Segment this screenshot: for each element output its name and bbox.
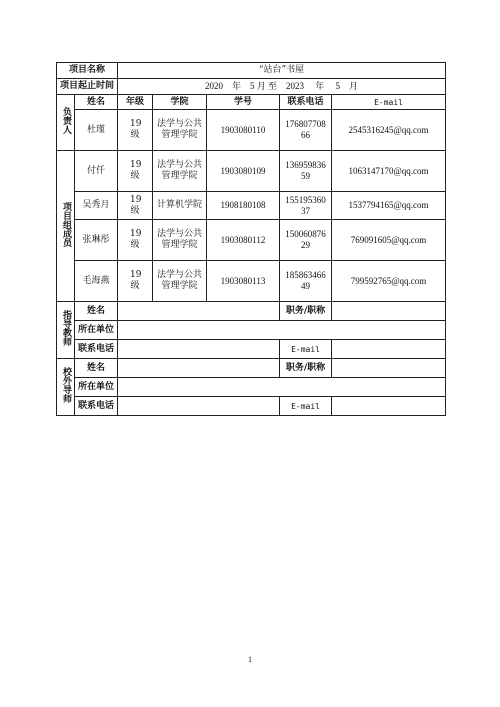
leader-email: 2545316245@qq.com xyxy=(332,110,446,151)
member-phone xyxy=(280,220,332,261)
project-info-table xyxy=(56,62,446,416)
external-advisor-contact-row xyxy=(57,397,446,416)
member-grade-text: 19级 xyxy=(130,229,142,250)
advisor-name-value xyxy=(118,302,280,321)
member-grade-text: 19级 xyxy=(130,194,142,216)
page-number: 1 xyxy=(248,655,252,664)
leader-college-text: 法学与公共管理学院 xyxy=(157,119,203,140)
project-name-label: 项目名称 xyxy=(57,63,118,79)
advisor-title-value xyxy=(332,302,446,321)
member-phone-text: 13695983659 xyxy=(285,160,326,181)
members-group-cell xyxy=(57,151,75,302)
member-college-text: 计算机学院 xyxy=(157,200,203,210)
advisor-phone-label: 联系电话 xyxy=(75,340,118,359)
member-grade xyxy=(118,261,153,302)
leader-phone-text: 17680770866 xyxy=(285,119,326,140)
member-college-text: 法学与公共管理学院 xyxy=(157,229,203,250)
advisor-name-label: 姓名 xyxy=(75,302,118,321)
advisor-name-row xyxy=(57,302,446,321)
member-college-text: 法学与公共管理学院 xyxy=(157,270,203,291)
advisor-unit-row xyxy=(57,321,446,340)
external-advisor-group-cell xyxy=(57,359,75,416)
leader-grade xyxy=(118,110,153,151)
advisor-group-label: 指导教师 xyxy=(61,310,71,346)
member-phone-text: 15006087629 xyxy=(285,229,326,250)
leader-student-id: 1903080110 xyxy=(207,110,280,151)
header-grade: 年级 xyxy=(118,95,153,110)
project-period-label: 项目起止时间 xyxy=(57,79,118,95)
external-advisor-title-value xyxy=(332,359,446,378)
member-row xyxy=(57,261,446,302)
advisor-phone-value xyxy=(118,340,280,359)
external-advisor-name-row xyxy=(57,359,446,378)
member-grade xyxy=(118,192,153,220)
member-row xyxy=(57,151,446,192)
member-email: 1537794165@qq.com xyxy=(332,192,446,220)
member-college-text: 法学与公共管理学院 xyxy=(157,160,203,181)
member-grade xyxy=(118,151,153,192)
member-grade-text: 19级 xyxy=(130,160,142,181)
member-name: 付仟 xyxy=(75,151,118,192)
header-student-id: 学号 xyxy=(207,95,280,110)
member-email: 1063147170@qq.com xyxy=(332,151,446,192)
header-name: 姓名 xyxy=(75,95,118,110)
external-advisor-unit-row xyxy=(57,378,446,397)
project-period-row xyxy=(57,79,446,95)
advisor-contact-row xyxy=(57,340,446,359)
member-phone xyxy=(280,151,332,192)
member-row xyxy=(57,220,446,261)
external-advisor-name-label: 姓名 xyxy=(75,359,118,378)
advisor-title-label: 职务/职称 xyxy=(280,302,332,321)
advisor-group-cell xyxy=(57,302,75,359)
external-advisor-phone-value xyxy=(118,397,280,416)
member-email: 799592765@qq.com xyxy=(332,261,446,302)
external-advisor-unit-label: 所在单位 xyxy=(75,378,118,397)
external-advisor-unit-value xyxy=(118,378,446,397)
member-grade-text: 19级 xyxy=(130,270,142,291)
leader-name: 杜瑾 xyxy=(75,110,118,151)
member-row xyxy=(57,192,446,220)
leader-college xyxy=(153,110,207,151)
external-advisor-group-label: 校外导师 xyxy=(61,367,71,403)
project-name-row xyxy=(57,63,446,79)
member-phone xyxy=(280,192,332,220)
advisor-email-label: E-mail xyxy=(280,340,332,359)
leader-group-label: 负责人 xyxy=(61,107,71,134)
leader-group-cell xyxy=(57,95,75,151)
member-phone-text: 15519536037 xyxy=(285,194,326,216)
header-phone: 联系电话 xyxy=(280,95,332,110)
leader-row xyxy=(57,110,446,151)
member-college xyxy=(153,151,207,192)
advisor-unit-value xyxy=(118,321,446,340)
project-name-value: “站台”书屋 xyxy=(118,63,446,79)
member-name: 毛海燕 xyxy=(75,261,118,302)
members-group-label: 项目组成员 xyxy=(61,201,71,247)
member-name: 吴秀月 xyxy=(75,192,118,220)
member-student-id: 1908180108 xyxy=(207,192,280,220)
leader-phone xyxy=(280,110,332,151)
member-student-id: 1903080112 xyxy=(207,220,280,261)
member-college xyxy=(153,261,207,302)
header-email: E-mail xyxy=(332,95,446,110)
member-student-id: 1903080109 xyxy=(207,151,280,192)
member-name: 张琳彤 xyxy=(75,220,118,261)
member-student-id: 1903080113 xyxy=(207,261,280,302)
member-college xyxy=(153,220,207,261)
external-advisor-phone-label: 联系电话 xyxy=(75,397,118,416)
member-phone xyxy=(280,261,332,302)
header-college: 学院 xyxy=(153,95,207,110)
leader-grade-text: 19级 xyxy=(130,119,142,140)
column-header-row xyxy=(57,95,446,110)
advisor-email-value xyxy=(332,340,446,359)
member-phone-text: 18586346649 xyxy=(285,270,326,291)
member-college xyxy=(153,192,207,220)
external-advisor-title-label: 职务/职称 xyxy=(280,359,332,378)
member-email: 769091605@qq.com xyxy=(332,220,446,261)
project-period-value: 2020 年 5 月 至 2023 年 5 月 xyxy=(118,79,446,95)
member-grade xyxy=(118,220,153,261)
external-advisor-email-value xyxy=(332,397,446,416)
external-advisor-email-label: E-mail xyxy=(280,397,332,416)
external-advisor-name-value xyxy=(118,359,280,378)
advisor-unit-label: 所在单位 xyxy=(75,321,118,340)
